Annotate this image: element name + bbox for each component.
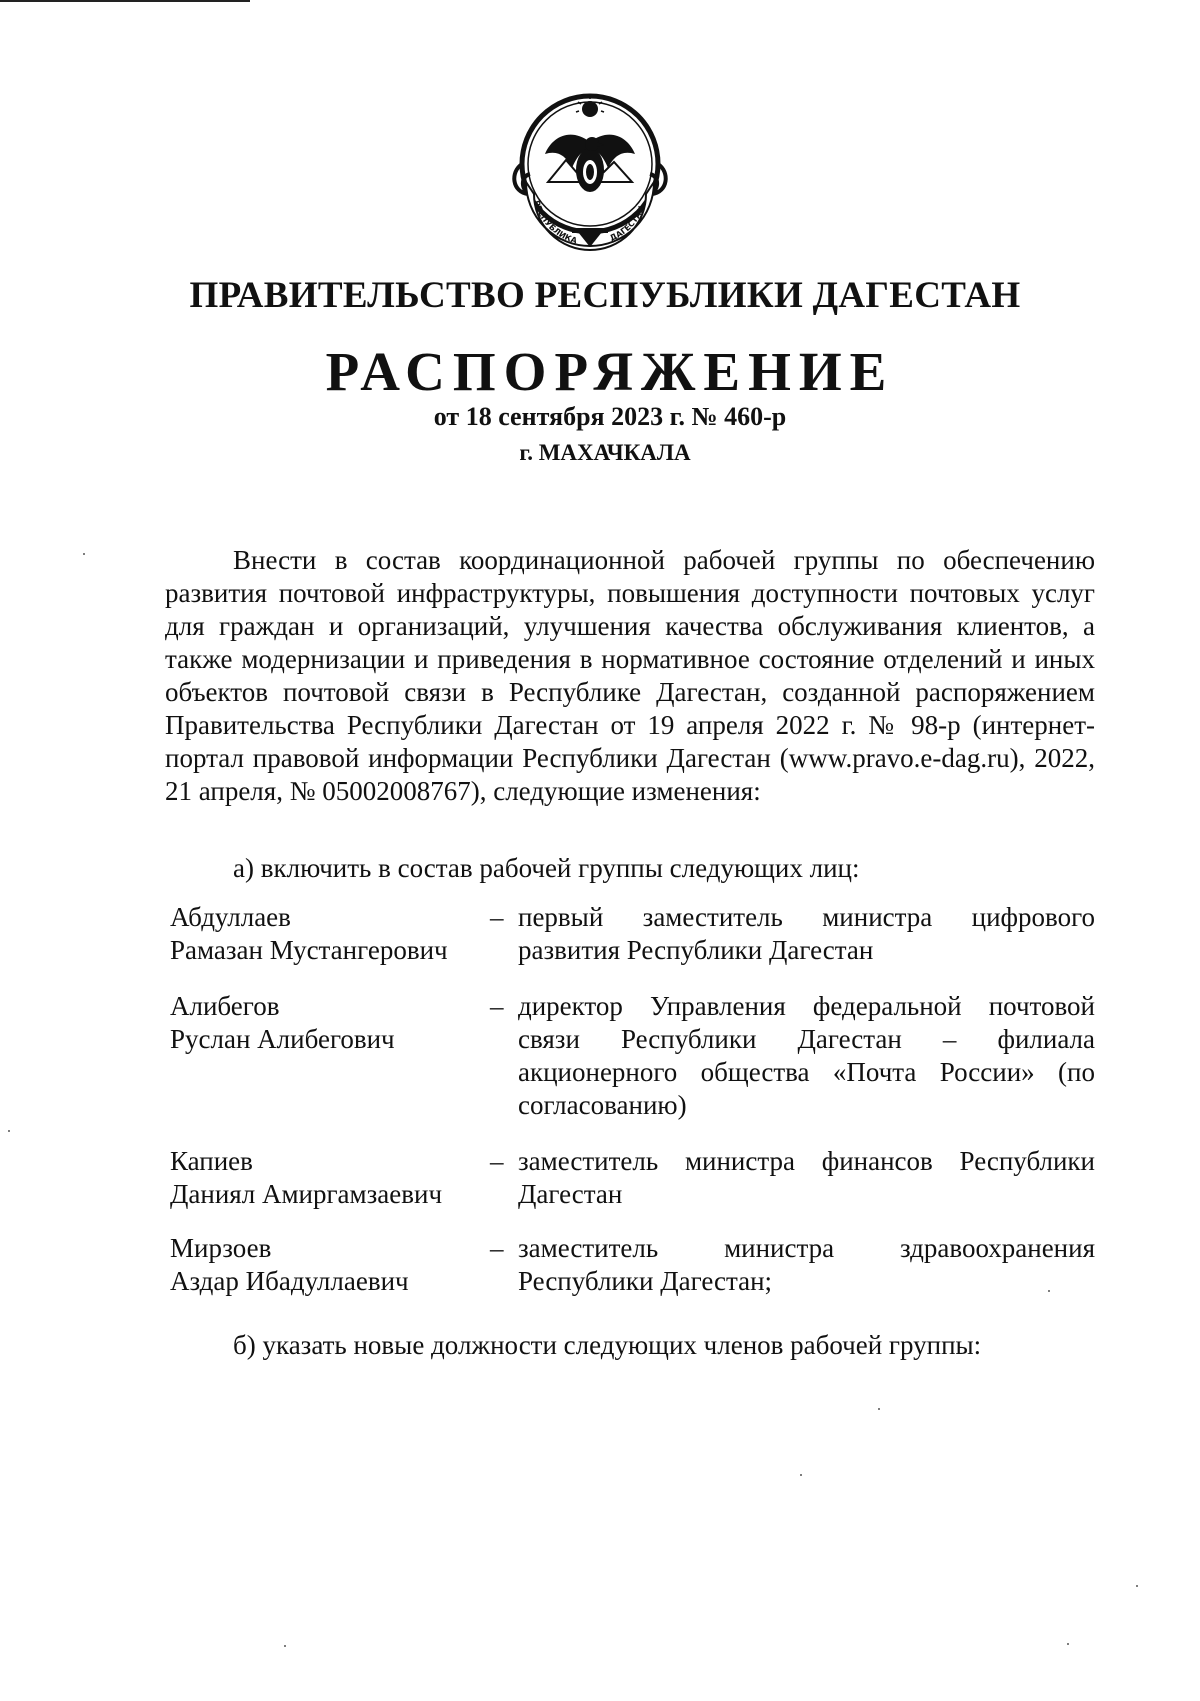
emblem-ribbon-left-text: РЕСПУБЛИКА — [531, 199, 579, 246]
member-given-names: Аздар Ибадуллаевич — [170, 1266, 409, 1296]
emblem-ribbon-right-text: ДАГЕСТАН — [608, 204, 647, 243]
member-position: заместитель министра здравоохранения Республики Дагестан; — [518, 1233, 1095, 1296]
member-surname: Алибегов — [170, 991, 280, 1021]
member-dash: – — [490, 1233, 504, 1263]
item-b-paragraph: б) указать новые должности следующих членов рабочей группы: — [233, 1330, 982, 1360]
member-surname: Капиев — [170, 1146, 253, 1176]
document-type-title: РАСПОРЯЖЕНИЕ — [325, 341, 895, 402]
member-position-block — [490, 990, 1095, 1122]
member-position-block — [490, 1145, 1095, 1211]
scan-speck — [83, 553, 85, 555]
member-dash: – — [490, 902, 504, 932]
scan-edge-line — [0, 0, 250, 2]
member-name — [170, 990, 490, 1056]
document-date-number: от 18 сентября 2023 г. № 460-р — [433, 402, 787, 431]
member-given-names: Руслан Алибегович — [170, 1024, 395, 1054]
member-position-block — [490, 901, 1095, 967]
coat-of-arms-dagestan-icon — [500, 82, 680, 262]
scan-speck — [1067, 1643, 1069, 1645]
member-position-block — [490, 1232, 1095, 1298]
item-a-paragraph: а) включить в состав рабочей группы следующих лиц: — [233, 853, 860, 883]
member-name — [170, 901, 490, 967]
member-surname: Мирзоев — [170, 1233, 272, 1263]
scan-speck — [878, 1408, 880, 1410]
member-position: первый заместитель министра цифрового развития Республики Дагестан — [518, 902, 1095, 965]
member-dash: – — [490, 1146, 504, 1176]
member-position: директор Управления федеральной почтовой связи Республики Дагестан – филиала акционерного общества «Почта России» (по согласованию) — [518, 991, 1095, 1120]
member-name — [170, 1145, 490, 1211]
scan-speck — [284, 1645, 286, 1647]
main-paragraph: Внести в состав координационной рабочей группы по обеспечению развития почтовой инфраструктуры, повышения доступности почтовых услуг для граждан и организаций, улучшения качества обслуживания клиентов, а также модернизации и приведения в нормативное состояние отделений и иных объектов почтовой связи в Республике Дагестан, созданной распоряжением Правительства Республики Дагестан от 19 апреля 2022 г. № 98-р (интернет-портал правовой информации Республики Дагестан (www.pravo.e-dag.ru), 2022, 21 апреля, № 05002008767), следующие изменения: — [165, 545, 1095, 806]
document-city: г. МАХАЧКАЛА — [519, 440, 691, 465]
scan-speck — [1136, 1585, 1138, 1587]
member-surname: Абдуллаев — [170, 902, 291, 932]
scan-speck — [1048, 1290, 1050, 1292]
member-dash: – — [490, 991, 504, 1021]
member-given-names: Даниял Амиргамзаевич — [170, 1179, 443, 1209]
member-given-names: Рамазан Мустангерович — [170, 935, 448, 965]
scan-speck — [800, 1474, 802, 1476]
scan-speck — [8, 1130, 10, 1132]
member-position: заместитель министра финансов Республики Дагестан — [518, 1146, 1095, 1209]
member-name — [170, 1232, 490, 1298]
government-title: ПРАВИТЕЛЬСТВО РЕСПУБЛИКИ ДАГЕСТАН — [189, 275, 1021, 316]
